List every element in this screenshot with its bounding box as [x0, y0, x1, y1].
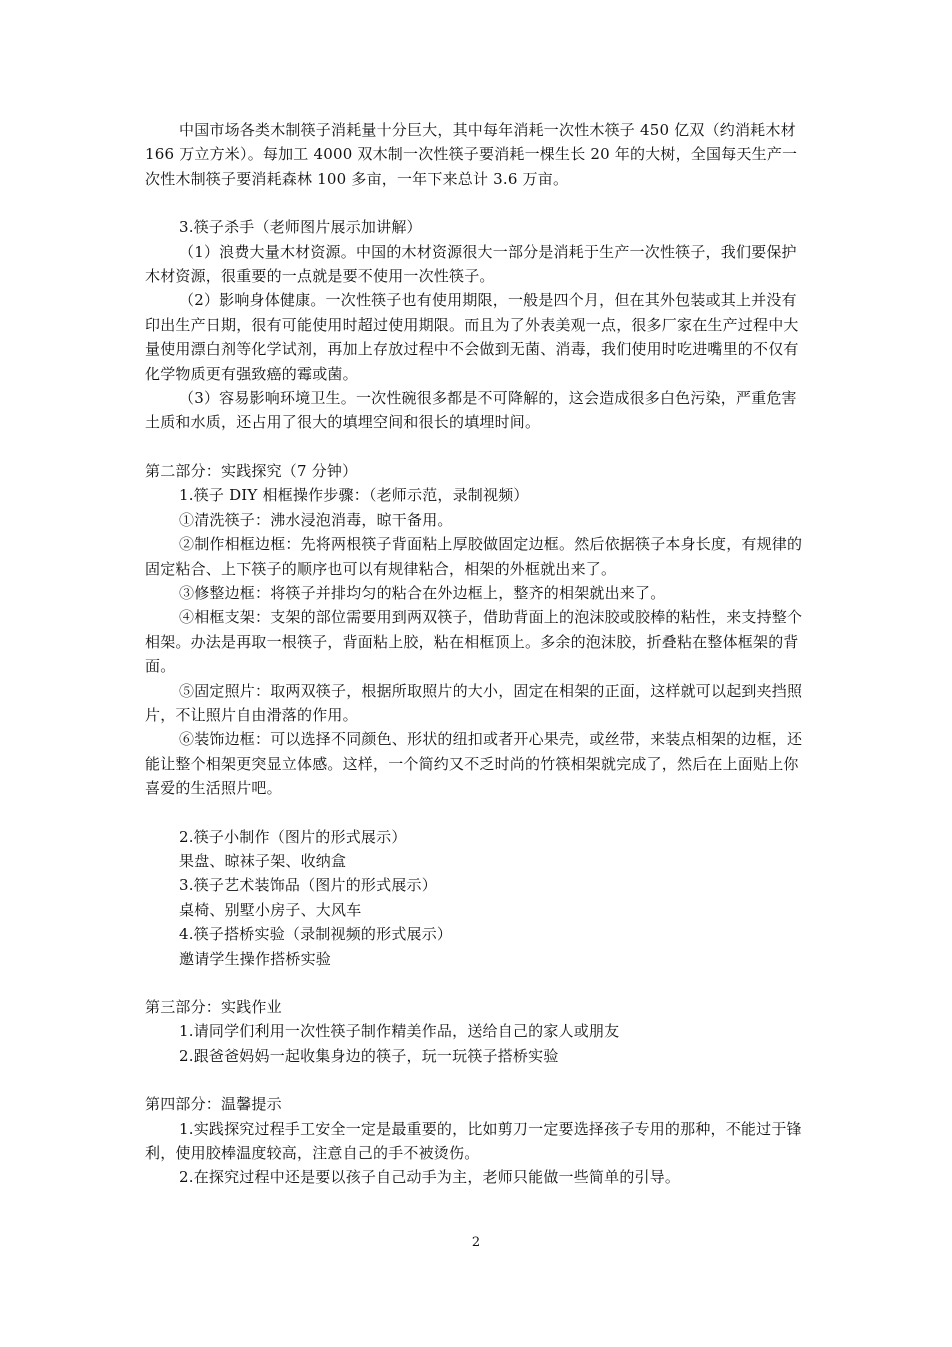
- step-item: ②制作相框边框：先将两根筷子背面粘上厚胶做固定边框。然后依据筷子本身长度，有规律的固定粘合、上下筷子的顺序也可以有规律粘合，相架的外框就出来了。: [145, 535, 803, 578]
- part4-item: 2.在探究过程中还是要以孩子自己动手为主，老师只能做一些简单的引导。: [179, 1168, 681, 1187]
- part2-subheading: 1.筷子 DIY 相框操作步骤：（老师示范，录制视频）: [179, 486, 529, 505]
- part2-line: 果盘、晾袜子架、收纳盒: [179, 851, 347, 870]
- part2-line: 2.筷子小制作（图片的形式展示）: [179, 827, 407, 846]
- step-item: ①清洗筷子：沸水浸泡消毒，晾干备用。: [179, 510, 453, 529]
- step-item: ⑥装饰边框：可以选择不同颜色、形状的纽扣或者开心果壳，或丝带，来装点相架的边框，还能让整个相架更突显立体感。这样，一个简约又不乏时尚的竹筷相架就完成了，然后在上面贴上你喜爱的生活照片吧。: [145, 730, 803, 798]
- part4-heading: 第四部分：温馨提示: [145, 1095, 282, 1114]
- intro-paragraph: 中国市场各类木制筷子消耗量十分巨大，其中每年消耗一次性木筷子 450 亿双（约消耗木材 166 万立方米）。每加工 4000 双木制一次性筷子要消耗一棵生长 20 年的大树，全国每天生产一次性木制筷子要消耗森林 100 多亩，一年下来总计 3.6 万亩。: [145, 121, 798, 188]
- page-number: 2: [471, 1235, 481, 1250]
- killer-heading: 3.筷子杀手（老师图片展示加讲解）: [179, 218, 422, 237]
- part2-line: 4.筷子搭桥实验（录制视频的形式展示）: [179, 925, 453, 944]
- page-content: [145, 118, 810, 1190]
- killer-item: （3）容易影响环境卫生。一次性碗很多都是不可降解的，这会造成很多白色污染，严重危害土质和水质，还占用了很大的填埋空间和很长的填埋时间。: [145, 389, 797, 432]
- part2-heading: 第二部分：实践探究（7 分钟）: [145, 461, 358, 480]
- part2-line: 桌椅、别墅小房子、大风车: [179, 900, 362, 919]
- step-item: ④相框支架：支架的部位需要用到两双筷子，借助背面上的泡沫胶或胶棒的粘性，来支持整个相架。办法是再取一根筷子，背面粘上胶，粘在相框顶上。多余的泡沫胶，折叠粘在整体框架的背面。: [145, 608, 803, 676]
- killer-item: （2）影响身体健康。一次性筷子也有使用期限，一般是四个月，但在其外包装或其上并没有印出生产日期，很有可能使用时超过使用期限。而且为了外表美观一点，很多厂家在生产过程中大量使用漂白剂等化学试剂，再加上存放过程中不会做到无菌、消毒，我们使用时吃进嘴里的不仅有化学物质更有强致癌的霉或菌。: [145, 291, 799, 383]
- part3-heading: 第三部分：实践作业: [145, 998, 282, 1016]
- part4-item: 1.实践探究过程手工安全一定是最重要的，比如剪刀一定要选择孩子专用的那种，不能过于锋利，使用胶棒温度较高，注意自己的手不被烫伤。: [145, 1119, 802, 1163]
- part2-line: 3.筷子艺术装饰品（图片的形式展示）: [179, 876, 437, 895]
- step-item: ⑤固定照片：取两双筷子，根据所取照片的大小，固定在相架的正面，这样就可以起到夹挡照片，不让照片自由滑落的作用。: [145, 681, 803, 724]
- step-item: ③修整边框：将筷子并排均匀的粘合在外边框上，整齐的相架就出来了。: [179, 583, 666, 602]
- part2-line: 邀请学生操作搭桥实验: [179, 949, 332, 968]
- part3-item: 2.跟爸爸妈妈一起收集身边的筷子，玩一玩筷子搭桥实验: [179, 1046, 559, 1065]
- part3-item: 1.请同学们利用一次性筷子制作精美作品，送给自己的家人或朋友: [179, 1022, 620, 1041]
- killer-item: （1）浪费大量木材资源。中国的木材资源很大一部分是消耗于生产一次性筷子，我们要保护木材资源，很重要的一点就是要不使用一次性筷子。: [145, 242, 797, 286]
